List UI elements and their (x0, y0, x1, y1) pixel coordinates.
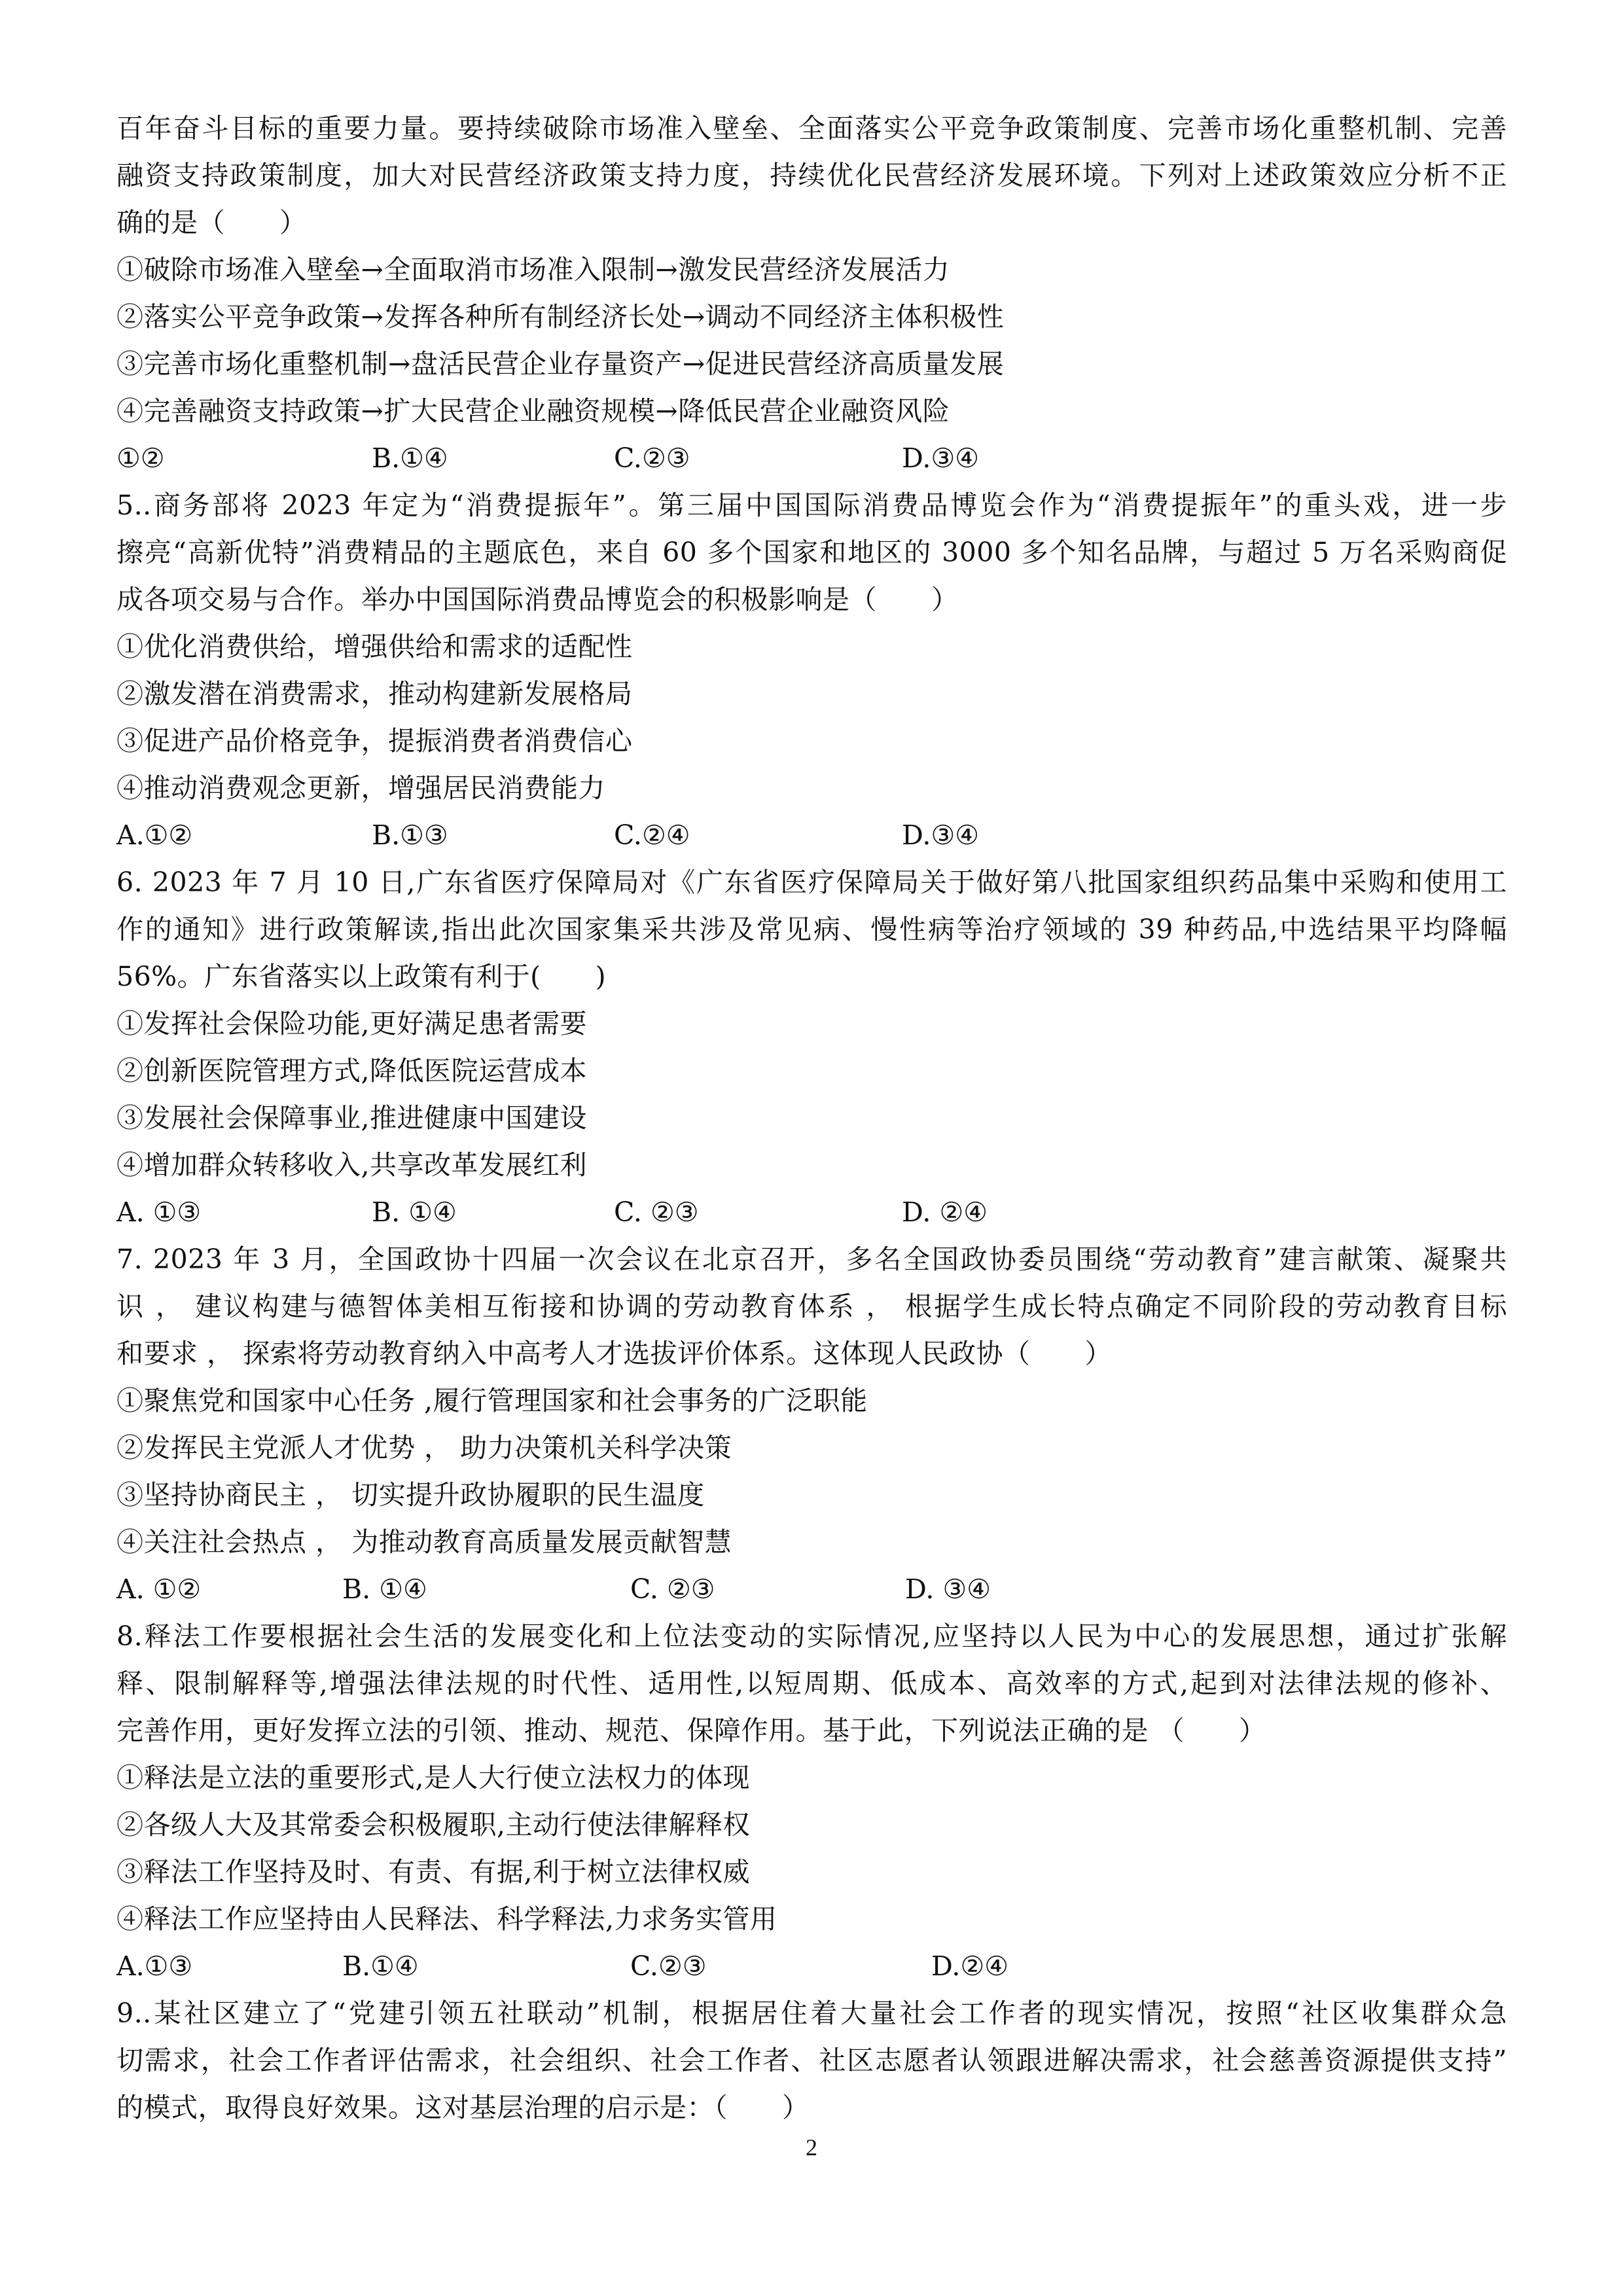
statement-1: ①破除市场准入壁垒→全面取消市场准入限制→激发民营经济发展活力 (116, 254, 950, 285)
statement-2: ②各级人大及其常委会积极履职,主动行使法律解释权 (116, 1809, 751, 1840)
statement-3: ③完善市场化重整机制→盘活民营企业存量资产→促进民营经济高质量发展 (116, 348, 1005, 380)
exam-page (116, 105, 1507, 2131)
option-c: C.②④ (614, 819, 690, 851)
answer-options (116, 1566, 1507, 1613)
statement-4: ④推动消费观念更新，增强居民消费能力 (116, 772, 605, 804)
statement-2: ②发挥民主党派人才优势 ， 助力决策机关科学决策 (116, 1432, 732, 1463)
option-c: C.②③ (630, 1950, 707, 1982)
question-stem-line: 8.释法工作要根据社会生活的发展变化和上位法变动的实际情况,应坚持以人民为中心的发展思想，通过扩张解 (116, 1621, 1507, 1652)
option-b: B. ①④ (372, 1196, 457, 1228)
question-7 (116, 1236, 1507, 1613)
question-4-continued (116, 105, 1507, 482)
statement-2: ②落实公平竞争政策→发挥各种所有制经济长处→调动不同经济主体积极性 (116, 301, 1005, 332)
question-stem-line: 成各项交易与合作。举办中国国际消费品博览会的积极影响是（ ） (116, 584, 959, 615)
question-stem-line: 7. 2023 年 3 月，全国政协十四届一次会议在北京召开，多名全国政协委员围绕“劳动教育”建言献策、凝聚共 (116, 1244, 1507, 1275)
option-d: D.②④ (931, 1950, 1008, 1982)
question-stem-line: 9..某社区建立了“党建引领五社联动”机制，根据居住着大量社会工作者的现实情况，按照“社区收集群众急 (116, 1998, 1507, 2029)
option-a: ①② (116, 442, 165, 474)
question-stem-line: 作的通知》进行政策解读,指出此次国家集采共涉及常见病、慢性病等治疗领域的 39 种药品,中选结果平均降幅 (116, 914, 1507, 945)
statement-3: ③发展社会保障事业,推进健康中国建设 (116, 1102, 588, 1134)
option-c: C. ②③ (630, 1573, 715, 1605)
question-stem-line: 释、限制解释等,增强法律法规的时代性、适用性,以短周期、低成本、高效率的方式,起到对法律法规的修补、 (116, 1668, 1507, 1699)
question-stem-line: 完善作用，更好发挥立法的引领、推动、规范、保障作用。基于此，下列说法正确的是 （ ） (116, 1715, 1266, 1746)
option-b: B. ①④ (342, 1573, 427, 1605)
question-8 (116, 1613, 1507, 1990)
option-d: D. ②④ (902, 1196, 988, 1228)
option-b: B.①④ (372, 442, 448, 474)
question-stem-line: 6. 2023 年 7 月 10 日,广东省医疗保障局对《广东省医疗保障局关于做好第八批国家组织药品集中采购和使用工 (116, 867, 1507, 898)
option-c: C. ②③ (614, 1196, 699, 1228)
question-stem-line: 百年奋斗目标的重要力量。要持续破除市场准入壁垒、全面落实公平竞争政策制度、完善市场化重整机制、完善 (116, 113, 1507, 144)
answer-options (116, 435, 1507, 482)
question-stem-line: 切需求，社会工作者评估需求，社会组织、社会工作者、社区志愿者认领跟进解决需求，社会慈善资源提供支持” (116, 2045, 1507, 2076)
statement-4: ④增加群众转移收入,共享改革发展红利 (116, 1149, 588, 1181)
question-stem-line: 擦亮“高新优特”消费精品的主题底色，来自 60 多个国家和地区的 3000 多个知名品牌，与超过 5 万名采购商促 (116, 537, 1507, 568)
question-stem-line: 56%。广东省落实以上政策有利于( ) (116, 961, 607, 992)
question-6 (116, 859, 1507, 1236)
statement-2: ②激发潜在消费需求，推动构建新发展格局 (116, 678, 633, 709)
option-c: C.②③ (614, 442, 690, 474)
option-d: D.③④ (902, 819, 979, 851)
question-stem-line: 识 ， 建议构建与德智体美相互衔接和协调的劳动教育体系 ， 根据学生成长特点确定不同阶段的劳动教育目标 (116, 1291, 1507, 1322)
statement-4: ④完善融资支持政策→扩大民营企业融资规模→降低民营企业融资风险 (116, 395, 950, 427)
question-5 (116, 482, 1507, 859)
statement-1: ①发挥社会保险功能,更好满足患者需要 (116, 1008, 588, 1039)
answer-options (116, 1943, 1507, 1990)
statement-3: ③释法工作坚持及时、有责、有据,利于树立法律权威 (116, 1856, 751, 1888)
question-stem-line: 融资支持政策制度，加大对民营经济政策支持力度，持续优化民营经济发展环境。下列对上述政策效应分析不正 (116, 160, 1507, 191)
statement-1: ①优化消费供给，增强供给和需求的适配性 (116, 631, 633, 662)
statement-1: ①聚焦党和国家中心任务 ,履行管理国家和社会事务的广泛职能 (116, 1385, 868, 1416)
page-number: 2 (806, 2134, 817, 2161)
answer-options (116, 1189, 1507, 1236)
statement-2: ②创新医院管理方式,降低医院运营成本 (116, 1055, 588, 1086)
statement-4: ④关注社会热点 ， 为推动教育高质量发展贡献智慧 (116, 1526, 732, 1558)
statement-3: ③坚持协商民主 ， 切实提升政协履职的民生温度 (116, 1479, 705, 1511)
statement-3: ③促进产品价格竞争，提振消费者消费信心 (116, 725, 633, 757)
option-a: A. ①③ (116, 1196, 202, 1228)
question-stem-line: 的模式，取得良好效果。这对基层治理的启示是：（ ） (116, 2092, 810, 2123)
option-b: B.①④ (342, 1950, 419, 1982)
question-stem-line: 确的是（ ） (116, 207, 307, 238)
option-a: A. ①② (116, 1573, 202, 1605)
question-stem-line: 和要求 ， 探索将劳动教育纳入中高考人才选拔评价体系。这体现人民政协（ ） (116, 1338, 1113, 1369)
option-a: A.①③ (116, 1950, 193, 1982)
option-a: A.①② (116, 819, 193, 851)
answer-options (116, 812, 1507, 859)
question-stem-line: 5..商务部将 2023 年定为“消费提振年”。第三届中国国际消费品博览会作为“消费提振年”的重头戏，进一步 (116, 490, 1507, 521)
statement-4: ④释法工作应坚持由人民释法、科学释法,力求务实管用 (116, 1903, 777, 1935)
statement-1: ①释法是立法的重要形式,是人大行使立法权力的体现 (116, 1762, 751, 1793)
option-b: B.①③ (372, 819, 448, 851)
option-d: D. ③④ (905, 1573, 991, 1605)
option-d: D.③④ (902, 442, 979, 474)
question-9 (116, 1990, 1507, 2131)
